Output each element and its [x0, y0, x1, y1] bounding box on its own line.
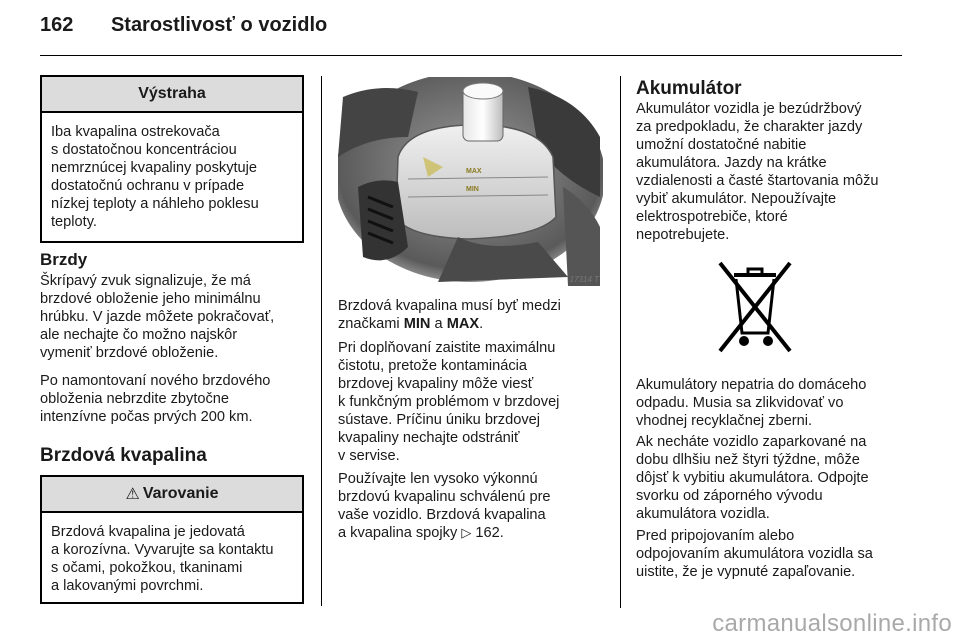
text-line: v servise. — [338, 448, 400, 464]
text-line: brzdové obloženie jeho minimálnu — [40, 291, 261, 307]
text-line: Brzdová kvapalina musí byť medzi — [338, 298, 561, 314]
text-line: brzdovú kvapalinu schválenú pre — [338, 489, 551, 505]
brake-fluid-reservoir-photo — [338, 77, 603, 286]
text-line: akumulátora. Jazdy na krátke — [636, 155, 827, 171]
page-header — [40, 14, 327, 37]
text-line: Po namontovaní nového brzdového — [40, 373, 271, 389]
text-line: intenzívne počas prvých 200 km. — [40, 409, 253, 425]
brake-fluid-heading: Brzdová kvapalina — [40, 445, 207, 466]
warning-box — [40, 75, 304, 243]
text-line: ale nechajte čo možno najskôr — [40, 327, 238, 343]
text-line: sústave. Príčinu úniku brzdovej — [338, 412, 540, 428]
fluid-paragraph-2 — [338, 339, 559, 465]
text-line: vymeniť brzdové obloženie. — [40, 345, 219, 361]
brakes-heading: Brzdy — [40, 250, 88, 269]
text-line: s dostatočnou koncentráciou — [51, 142, 237, 158]
photo-code: 17314 T — [569, 275, 599, 284]
text-line — [338, 524, 551, 542]
battery-paragraph-4 — [636, 527, 873, 581]
text-fragment: a — [430, 316, 447, 332]
text-line: k funkčným problémom v brzdovej — [338, 394, 560, 410]
text-line: s očami, pokožkou, tkaninami — [51, 560, 243, 576]
text-line: nemrznúcej kvapaliny poskytuje — [51, 160, 258, 176]
section-title: Starostlivosť o vozidlo — [110, 14, 328, 36]
text-line — [338, 315, 561, 333]
caution-title-bar — [42, 477, 302, 513]
text-line: a korozívna. Vyvarujte sa kontaktu — [51, 542, 274, 558]
text-line: Iba kvapalina ostrekovača — [51, 124, 220, 140]
text-line: Škrípavý zvuk signalizuje, že má — [40, 273, 251, 289]
text-line: dostatočnú ochranu v prípade — [51, 178, 245, 194]
battery-paragraph-1 — [636, 100, 879, 244]
caution-text — [42, 513, 302, 605]
text-line: vaše vozidlo. Brzdová kvapalina — [338, 507, 546, 523]
text-line: umožní dostatočné nabitie — [636, 137, 807, 153]
text-line: za predpokladu, že charakter jazdy — [636, 119, 863, 135]
text-fragment: značkami — [338, 316, 404, 332]
text-line: elektrospotrebiče, ktoré — [636, 209, 788, 225]
warning-triangle-icon: ⚠ — [125, 486, 140, 503]
text-line: dôjsť k vybitiu akumulátora. Odpojte — [636, 470, 869, 486]
battery-heading: Akumulátor — [636, 78, 742, 99]
min-mark: MIN — [466, 186, 479, 193]
text-line: obloženia nebrzdite zbytočne — [40, 391, 230, 407]
text-line: vybiť akumulátor. Nepoužívajte — [636, 191, 837, 207]
text-line: Akumulátor vozidla je bezúdržbový — [636, 101, 862, 117]
battery-paragraph-2 — [636, 376, 866, 430]
text-line: nízkej teploty a náhleho poklesu — [51, 196, 259, 212]
text-line: vzdialenosti a časté štartovania môžu — [636, 173, 879, 189]
text-line: vhodnej recyklačnej zberni. — [636, 413, 813, 429]
text-line: odpojovaním akumulátora vozidla sa — [636, 546, 873, 562]
max-label: MAX — [446, 316, 480, 332]
warning-text — [42, 113, 302, 241]
watermark: carmanualsonline.info — [712, 610, 952, 637]
battery-paragraph-3 — [636, 433, 869, 523]
text-line: uistite, že je vypnuté zapaľovanie. — [636, 564, 856, 580]
min-label: MIN — [403, 316, 431, 332]
column-divider-left — [321, 76, 322, 606]
text-line: svorku od záporného vývodu — [636, 488, 823, 504]
text-line: brzdovej kvapaliny môže viesť — [338, 376, 534, 392]
text-line: dobu dlhšiu než štyri týždne, môže — [636, 452, 860, 468]
header-rule — [40, 55, 902, 56]
page-reference-arrow-icon[interactable]: ▷ — [461, 525, 472, 540]
text-line: nepotrebujete. — [636, 227, 730, 243]
reservoir-illustration — [338, 77, 603, 286]
fluid-paragraph-1 — [338, 297, 561, 333]
text-fragment: . — [479, 316, 484, 332]
brakes-paragraph-2 — [40, 372, 270, 426]
text-line: Pred pripojovaním alebo — [636, 528, 795, 544]
text-line: odpadu. Musia sa zlikvidovať vo — [636, 395, 844, 411]
max-mark: MAX — [466, 168, 482, 175]
crossed-out-wheelie-bin-icon — [710, 255, 800, 359]
fluid-paragraph-3 — [338, 470, 551, 542]
page-reference[interactable]: 162. — [471, 525, 504, 541]
page-number: 162 — [40, 14, 74, 36]
text-line: Brzdová kvapalina je jedovatá — [51, 524, 245, 540]
text-line: akumulátora vozidla. — [636, 506, 770, 522]
text-line: hrúbku. V jazde môžete pokračovať, — [40, 309, 275, 325]
caution-box — [40, 475, 304, 604]
column-divider-right — [620, 76, 621, 608]
text-line: Ak necháte vozidlo zaparkované na — [636, 434, 867, 450]
text-line: teploty. — [51, 214, 97, 230]
text-line: a lakovanými povrchmi. — [51, 578, 204, 594]
brakes-paragraph-1 — [40, 272, 274, 362]
warning-title: Výstraha — [42, 77, 302, 113]
text-line: čistotu, pretože kontaminácia — [338, 358, 528, 374]
text-line: Používajte len vysoko výkonnú — [338, 471, 538, 487]
text-fragment: a kvapalina spojky — [338, 525, 462, 541]
caution-title: Varovanie — [142, 485, 219, 502]
text-line: kvapaliny nechajte odstrániť — [338, 430, 520, 446]
text-line: Akumulátory nepatria do domáceho — [636, 377, 867, 393]
text-line: Pri doplňovaní zaistite maximálnu — [338, 340, 556, 356]
